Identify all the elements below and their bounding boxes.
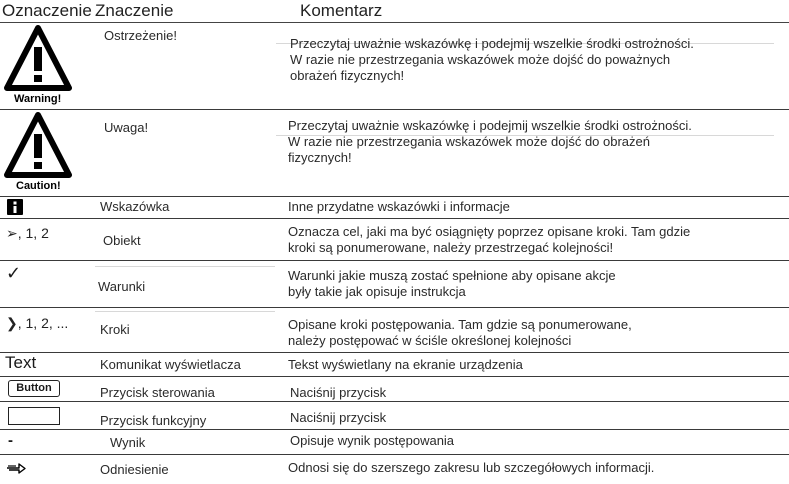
divider — [95, 266, 275, 267]
caution-caption: Caution! — [16, 180, 61, 192]
header-comment: Komentarz — [300, 1, 383, 20]
divider — [95, 311, 275, 312]
table-header — [0, 0, 789, 23]
checkmark-icon: ✓ — [6, 263, 22, 284]
meaning-control-button: Przycisk sterowania — [100, 385, 215, 400]
result-symbol: - — [8, 432, 13, 449]
meaning-caution: Uwaga! — [104, 120, 149, 135]
comment-line: Opisane kroki postępowania. Tam gdzie są ponumerowane, — [288, 317, 632, 332]
caution-triangle-icon — [4, 112, 72, 178]
objective-symbol: ➢, 1, 2 — [6, 225, 49, 241]
table-row-conditions — [0, 261, 789, 308]
comment-line: należy postępować w ściśle określonej kolejności — [288, 333, 572, 348]
table-row-reference — [0, 455, 789, 482]
table-row-steps — [0, 308, 789, 353]
table-row-objective — [0, 219, 789, 261]
comment-line: Warunki jakie muszą zostać spełnione aby opisane akcje — [288, 268, 616, 283]
comment-control-button: Naciśnij przycisk — [290, 385, 387, 400]
header-symbol: Oznaczenie — [2, 1, 92, 20]
comment-function-button: Naciśnij przycisk — [290, 410, 387, 425]
display-text-symbol: Text — [5, 353, 37, 372]
table-row-display — [0, 353, 789, 377]
warning-caption: Warning! — [14, 93, 62, 105]
table-row-caution — [0, 110, 789, 197]
comment-objective — [288, 224, 768, 256]
info-icon — [7, 199, 23, 215]
header-meaning: Znaczenie — [95, 1, 174, 20]
comment-line: były takie jak opisuje instrukcja — [288, 284, 466, 299]
meaning-info: Wskazówka — [100, 199, 170, 214]
table-row-warning — [0, 23, 789, 110]
table-row-info — [0, 197, 789, 219]
meaning-steps: Kroki — [100, 322, 130, 337]
comment-line: W razie nie przestrzegania wskazówek może dojść do poważnych — [290, 52, 671, 67]
comment-line: kroki są ponumerowane, należy przestrzegać kolejności! — [288, 240, 614, 255]
table-row-result — [0, 430, 789, 455]
comment-line: fizycznych! — [288, 150, 352, 165]
comment-conditions — [288, 268, 768, 300]
comment-reference: Odnosi się do szerszego zakresu lub szczegółowych informacji. — [288, 460, 655, 475]
comment-line: Oznacza cel, jaki ma być osiągnięty poprzez opisane kroki. Tam gdzie — [288, 224, 691, 239]
table-row-control-button — [0, 377, 789, 402]
meaning-result: Wynik — [110, 435, 146, 450]
comment-warning — [290, 36, 770, 84]
meaning-display: Komunikat wyświetlacza — [100, 357, 241, 372]
steps-symbol: ❯, 1, 2, ... — [6, 315, 69, 331]
comment-info: Inne przydatne wskazówki i informacje — [288, 199, 510, 214]
table-row-function-button — [0, 402, 789, 430]
comment-steps — [288, 317, 768, 349]
comment-line: obrażeń fizycznych! — [290, 68, 405, 83]
warning-triangle-icon — [4, 25, 72, 91]
reference-arrow-icon — [6, 462, 26, 474]
meaning-warning: Ostrzeżenie! — [104, 28, 177, 43]
comment-caution — [288, 118, 768, 166]
comment-line: Przeczytaj uważnie wskazówkę i podejmij wszelkie środki ostrożności. — [290, 36, 694, 51]
control-button-symbol: Button — [8, 380, 60, 397]
meaning-reference: Odniesienie — [100, 462, 169, 477]
meaning-function-button: Przycisk funkcyjny — [100, 413, 207, 428]
comment-display: Tekst wyświetlany na ekranie urządzenia — [288, 357, 523, 372]
meaning-objective: Obiekt — [103, 233, 141, 248]
comment-line: Przeczytaj uważnie wskazówkę i podejmij wszelkie środki ostrożności. — [288, 118, 692, 133]
empty-box-icon — [8, 407, 60, 425]
meaning-conditions: Warunki — [98, 279, 146, 294]
comment-line: W razie nie przestrzegania wskazówek może dojść do obrażeń — [288, 134, 651, 149]
comment-result: Opisuje wynik postępowania — [290, 433, 455, 448]
